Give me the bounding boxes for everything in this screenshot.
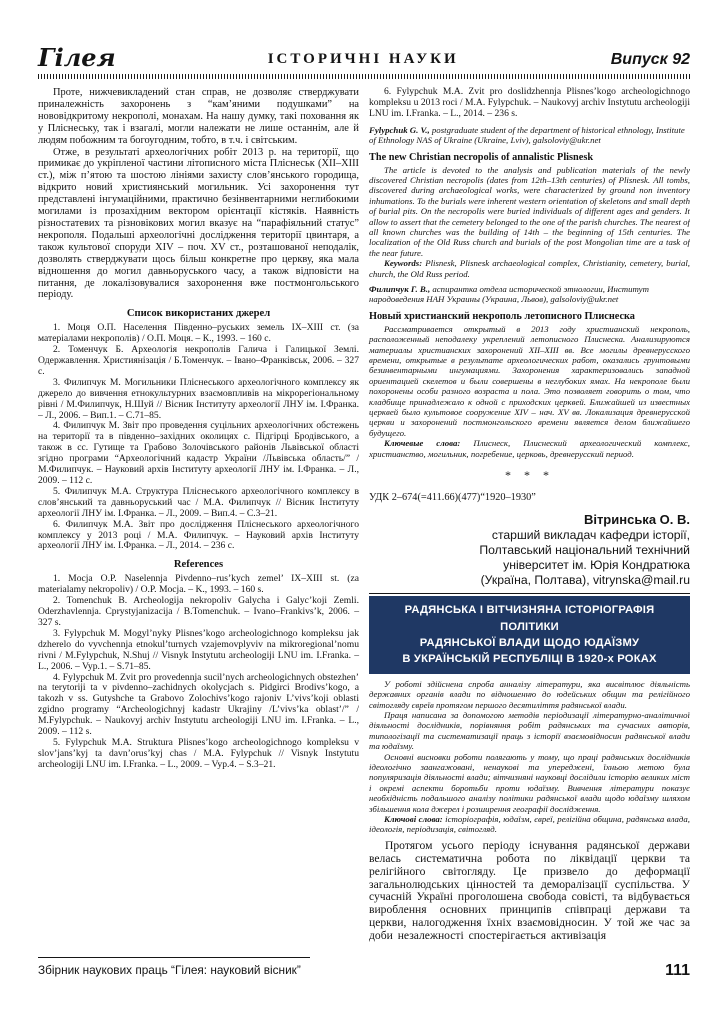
abstract-uk-paragraph: У роботі здійснена спроба анналізу літератури, яка висвітлює діяльність державних органів влади по відношенню до юдейських общин та релігійного світогляду євреїв протягом першого десятиліття радянської влади.	[369, 678, 690, 710]
udc-code: УДК 2–674(=411.66)(477)“1920–1930”	[369, 492, 536, 504]
abstract-uk-paragraph: Основні висновки роботи полягають у тому, що праці радянських дослідників ідеологічно заангажовані, ненаукові та упереджені, їхньою метою була популяризація діяльності влади; вітчизняні науковці дослідили історію великих міст і окремі аспекти боротьби проти юдаїзму. Вивчення літератури показує необхідність подальшого аналізу політики радянської влади щодо юдаїзму шляхом збільшення кола джерел і розширення географії дослідження.	[369, 751, 690, 814]
right-column	[369, 87, 690, 955]
next-author-line: (Україна, Полтава), vitrynska@mail.ru	[480, 573, 690, 588]
journal-logo: Гілея	[38, 43, 116, 72]
abstract-uk	[369, 679, 690, 835]
page-number: 111	[665, 962, 690, 979]
article-body-text	[38, 87, 359, 301]
two-column-body	[38, 87, 690, 955]
page-header	[38, 42, 690, 70]
next-article-author-block	[369, 511, 690, 588]
keywords-ru	[369, 438, 690, 459]
abstract-en: The article is devoted to the analysis and publication materials of the newly discovered Christian necropolis (dates from 12th–13th centuries) of Plisnesk. All tombs, discovered during archaeological works, were characterized by ground non inventory inhumations. To the burials were inherent western orientation of skeletons and small depth of burial pits. On the necropolis were buried individuals of different ages and genders. It allow to assert that the cemetery belonged to the one of the parish churches. The nearest of all known churches was the building of 14th – the beginning of 15th centuries. The localization of the Old Russ church and burials of the post Mongolian time are a task of the near future.	[369, 164, 690, 258]
references-list-continued	[369, 87, 690, 120]
references-list	[38, 574, 359, 770]
article-title-line: В УКРАЇНСЬКІЙ РЕСПУБЛІЦІ В 1920-х РОКАХ	[402, 653, 657, 666]
source-item: 3. Филипчук М. Могильники Пліснеського археологічного комплексу як джерело до вивчення етнокультурних взаємовпливів на мікрорегіональному рівні / М.Филипчук, Н.Шуй // Вісник Інституту археології ЛНУ ім. І.Франка. – Л., 2006. – Вип.1. – С.71–85.	[38, 376, 359, 421]
source-item: 1. Моця О.П. Населення Південно–руських земель IX–XIII ст. (за матеріалами некрополів) / О.П. Моця. – К., 1993. – 160 с.	[38, 322, 359, 345]
article-title-en: The new Christian necropolis of annalistic Plisnesk	[369, 151, 594, 163]
sources-heading: Список використаних джерел	[126, 308, 271, 320]
author-name-en: Fylypchuk G. V.,	[369, 124, 430, 135]
next-author-name: Вітринська О. В.	[583, 512, 690, 528]
source-item: 6. Филипчук М.А. Звіт про дослідження Пліснеського археологічного комплексу у 2013 році / М.А. Филипчук. – Науковий архів Інституту археології ЛНУ ім. І.Франка. – Л., 2014. – 236 с.	[38, 518, 359, 552]
next-author-line: Полтавський національний технічний	[479, 543, 690, 558]
keywords-label-uk: Ключові слова:	[384, 814, 443, 824]
footer-journal-title: Збірник наукових праць “Гілея: науковий вісник”	[38, 963, 301, 977]
keywords-uk	[369, 814, 690, 835]
article-title-line: РАДЯНСЬКОЇ ВЛАДИ ЩОДО ЮДАЇЗМУ	[419, 636, 640, 649]
article-title-box	[369, 596, 690, 674]
source-item: 5. Филипчук М.А. Структура Пліснеського археологічного комплексу в слов’янський та давньоруський час / М.А. Филипчук // Вісник Інституту археології ЛНУ ім. І.Франка. – Л., 2009. – Вип.4. – С.3–21.	[38, 485, 359, 519]
keywords-label-en: Keywords:	[384, 258, 423, 269]
keywords-en	[369, 258, 690, 279]
keywords-text-en: Plisnesk, Plisnesk archaeological complex, Christianity, cemetery, burial, church, the Old Russ period.	[369, 258, 690, 279]
reference-item: 1. Mocja O.P. Naselennja Pivdenno–rus’kych zemel’ IX–XIII st. (za materialamy nekropoliv) / O.P. Mocja. – K., 1993. – 160 s.	[38, 573, 359, 596]
section-title: ІСТОРИЧНІ НАУКИ	[267, 51, 459, 67]
source-item: 2. Томенчук Б. Археологія некрополів Галича і Галицької Землі. Одержавлення. Християнізація / Б.Томенчук. – Івано–Франківськ, 2006. – 327 с.	[38, 344, 359, 377]
abstract-uk-paragraph: Праця написана за допомогою методів періодизації літературно-аналітичної діяльності дослідників, порівняння робіт радянських та сучасних авторів, типологізації та систематизації праць з історії взаємовідносин радянської влади та юдаїзму.	[369, 709, 690, 752]
author-block-en	[369, 125, 690, 146]
next-article-body-paragraph: Протягом усього періоду існування радянської держави велась систематична робота по ліквідації церкви та релігійного світогляду. Це призвело до деформації загальнолюдських цінностей та деморалізації суспільства. У сучасній Україні проголошена свобода совісті, та відбувається вироблення основних принципів співпраці держави та церкви, налогодження їхніх взаємовідносин. У той же час за доби незалежності спостерігається активізація	[369, 838, 690, 943]
author-name-ru: Филипчук Г. В.,	[369, 284, 431, 294]
left-column	[38, 87, 359, 955]
next-author-line: старший викладач кафедри історії,	[491, 528, 690, 543]
section-separator: * * *	[505, 468, 554, 483]
body-paragraph: Проте, нижчевикладений стан справ, не дозволяє стверджувати приналежність захоронень з “кам’яними подушками” на нововідкритому некрополі, монахам. На нашу думку, такі поховання як у Пліснеську, так і взагалі, могли належати не лише останнім, але й людям побожним та богоугодним, тобто, в т.ч. і світським.	[38, 87, 359, 146]
keywords-label-ru: Ключевые слова:	[384, 438, 461, 449]
author-details-en: postgraduate student of the department of historical ethnology, Institute of Ethnology NAS of Ukraine (Ukraine, Lviv), galsoloviy@ukr.net	[369, 124, 685, 146]
reference-item: 3. Fylypchuk M. Mogyl’nyky Plisnes’kogo archeologichnogo kompleksu jak dzherelo do vyvchennja etnokul’turnych vzajemovplyviv na mikroregional’nomu rivni / M.Fylypchuk, N.Shuj // Visnyk Instytutu archeologiji LNU im. I.Franka. – L., 2006. – Vyp.1. – S.71–85.	[38, 627, 359, 672]
footer-divider	[38, 957, 310, 958]
author-details-ru: аспирантка отдела исторической этнологии, Институт народоведения НАН Украины (Украина, Львов), galsoloviy@ukr.net	[369, 284, 649, 305]
sources-list	[38, 323, 359, 552]
body-paragraph: Отже, в результаті археологічних робіт 2013 р. на території, що примикає до укріпленої частини літописного міста Пліснеськ (XII–XIII ст.), між п’ятою та шостою лініями захисту слов’янського городища, відкрито новий християнський могильник. Усі захоронення тут представлені інгумаційними, практично безінвентарними неглибокими могилами із прозахідним вектором орієнтації кістяків. Наявність різностатевих та різновікових могил вказує на “парафіяльний статус” некрополя. Подальші археологічні дослідження території цвинтаря, а також культової споруди XIV – поч. XV ст., розташованої неподалік, дозволять стверджувати щось більш конкретне про церкву, яка мала відношення до могил давньоруського часу, а також відповісти на питання, де локалізовувалися захоронення вже постмонгольського періоду.	[38, 146, 359, 301]
keywords-text-ru: Плиснеск, Плиснеский археологический комплекс, христианство, могильник, погребение, церковь, древнерусский период.	[369, 438, 690, 459]
reference-item: 6. Fylypchuk M.A. Zvit pro doslidzhennja Plisnes’kogo archeologichnogo kompleksu u 2013 roci / M.A. Fylypchuk. – Naukovyj archiv Instytutu archeologiji LNU im. I.Franka. – L., 2014. – 236 s.	[369, 87, 690, 119]
article-title-ru: Новый христианский некрополь летописного Плиснеска	[369, 310, 635, 322]
source-item: 4. Филипчук М. Звіт про проведення суцільних археологічних обстежень на території та в південно–західних околицях с. Підгірці Бродівського, а також в сс. Гутище та Грабово Золочівського районів Львівської області згідно програми “Археологічний кадастр України /Львівська область/” / М.Филипчук. – Науковий архів Інституту археології ЛНУ ім. І.Франка. – Л., 2009. – 112 с.	[38, 420, 359, 486]
keywords-text-uk: історіографія, юдаїзм, євреї, релігійна община, радянська влада, ідеологія, періодизація, світогляд.	[369, 814, 690, 835]
next-author-line: університет ім. Юрія Кондратюка	[503, 558, 690, 573]
author-block-ru	[369, 284, 690, 305]
author-title-divider	[369, 593, 690, 594]
reference-item: 5. Fylypchuk M.A. Struktura Plisnes’kogo archeologichnogo kompleksu v slov’jans’kyj ta davn’orus’kyj chas / M.A. Fylypchuk // Visnyk Instytutu archeologiji LNU im. I.Franka. – L., 2009. – Vyp.4. – S.3–21.	[38, 736, 359, 770]
header-hatch-rule	[38, 74, 690, 79]
reference-item: 2. Tomenchuk B. Archeologija nekropoliv Galycha i Galyc’koji Zemli. Oderzhavlennja. Cprystyjanizacija / B.Tomenchuk. – Ivano–Frankivs’k, 2006. – 327 s.	[38, 595, 359, 628]
references-heading: References	[173, 559, 224, 571]
reference-item: 4. Fylypchuk M. Zvit pro provedennja sucil’nych archeologichnych obstezhen’ na terytoriji ta v pivdenno–zachidnych okolycjach s. Pidgirci Brodivs’kogo, a takozh v ss. Gutyshche ta Grabovo Zolochivs’kogo rajoniv L’vivs’koji oblasti zgidno programy “Archeologichnyj kadastr Ukrajiny /L’vivs’ka oblast’/” / M.Fylypchuk. – Naukovyj archiv Instytutu archeologiji LNU im. I.Franka. – L., 2009. – 112 s.	[38, 671, 359, 738]
article-title-line: РАДЯНСЬКА І ВІТЧИЗНЯНА ІСТОРІОГРАФІЯ ПОЛІТИКИ	[404, 604, 655, 633]
abstract-ru: Рассматривается открытый в 2013 году христианский некрополь, расположенный неподалеку укреплений летописного Плиснеска. Анализируются материалы христианских захоронений XII–XIII вв. Все могилы древнерусского времени, открытые в результате археологических работ, оказались грунтовыми безинвентарными ингумациями. Захоронения характеризовались западной ориентацией скелетов и были совершены в неглубоких ямах. На некрополе были похоронены особи разного возраста и пола. Это позволяет говорить о том, что кладбище принадлежало к одной с приходских церквей. Ближайшей из известных церквей было культовое сооружение XIV – нач. XV вв. Локализация древнерусской церкви и захоронений постмонгольского времени является делом ближайшего будущего.	[369, 323, 690, 438]
issue-label: Випуск 92	[610, 51, 690, 68]
